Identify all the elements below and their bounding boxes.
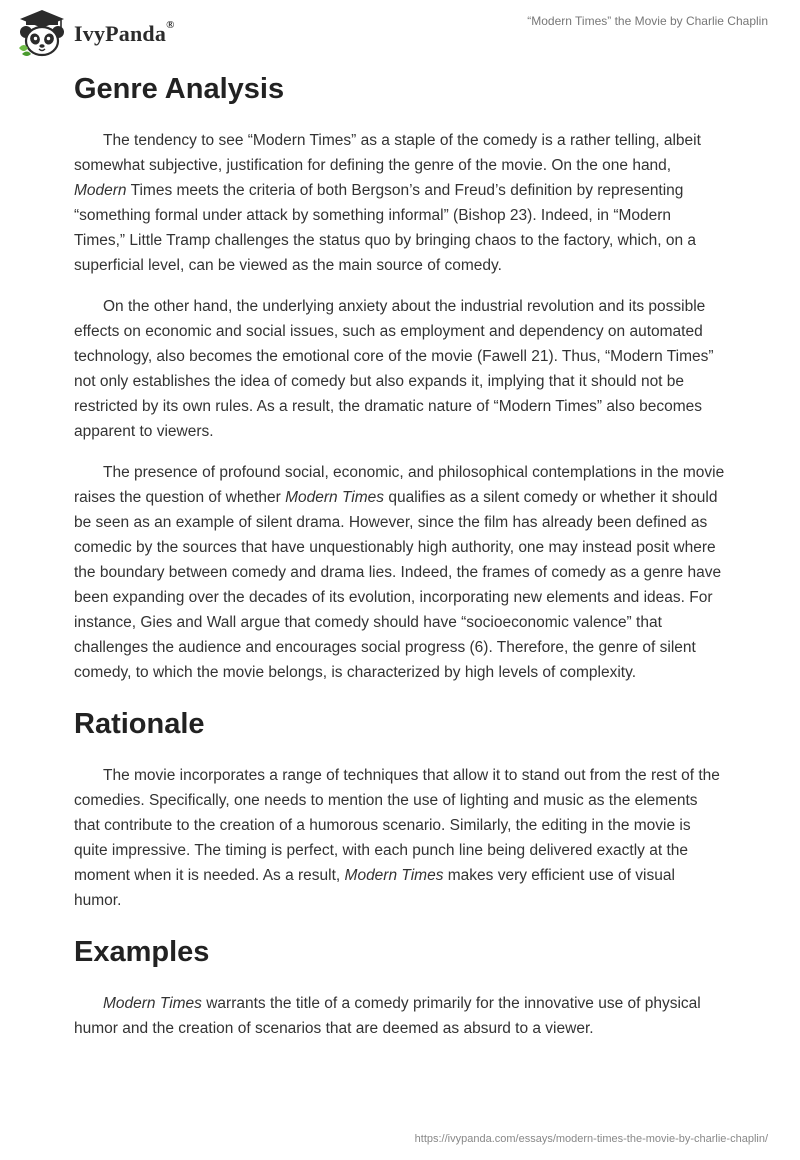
panda-graduation-cap-icon <box>16 8 68 58</box>
essay-body <box>74 70 726 1041</box>
brand-name: IvyPanda® <box>74 19 175 46</box>
page-header <box>0 0 800 60</box>
paragraph-genre-1: The tendency to see “Modern Times” as a staple of the comedy is a rather telling, albeit somewhat subjective, justification for defining the genre of the movie. On the one hand, Modern Times meets the criteria of both Bergson’s and Freud’s definition by representing “something formal under attack by something informal” (Bishop 23). Indeed, in “Modern Times,” Little Tramp challenges the status quo by bringing chaos to the factory, which, on a superficial level, can be viewed as the main source of comedy. <box>74 131 701 274</box>
document-title: “Modern Times” the Movie by Charlie Chaplin <box>527 14 768 28</box>
paragraph-rationale-1: The movie incorporates a range of techniques that allow it to stand out from the rest of the comedies. Specifically, one needs to mention the use of lighting and music as the elements that contribute to the creation of a humorous scenario. Similarly, the editing in the movie is quite impressive. The timing is perfect, with each punch line being delivered exactly at the moment when it is needed. As a result, Modern Times makes very efficient use of visual humor. <box>74 766 720 909</box>
heading-examples: Examples <box>74 935 210 968</box>
heading-rationale: Rationale <box>74 707 205 740</box>
source-url[interactable]: https://ivypanda.com/essays/modern-times-the-movie-by-charlie-chaplin/ <box>414 1133 768 1145</box>
registered-mark: ® <box>166 19 175 31</box>
paragraph-examples-1: Modern Times warrants the title of a comedy primarily for the innovative use of physical humor and the creation of scenarios that are deemed as absurd to a viewer. <box>74 994 701 1037</box>
paragraph-genre-2: On the other hand, the underlying anxiety about the industrial revolution and its possible effects on economic and social issues, such as employment and dependency on automated technology, also becomes the emotional core of the movie (Fawell 21). Thus, “Modern Times” not only establishes the idea of comedy but also expands it, implying that it should not be restricted by its own rules. As a result, the dramatic nature of “Modern Times” also becomes apparent to viewers. <box>74 297 714 440</box>
heading-genre-analysis: Genre Analysis <box>74 73 285 105</box>
brand-logo[interactable] <box>16 8 175 58</box>
paragraph-genre-3: The presence of profound social, economic, and philosophical contemplations in the movie raises the question of whether Modern Times qualifies as a silent comedy or whether it should be seen as an example of silent drama. However, since the film has already been defined as comedic by the sources that have unquestionably high authority, one may instead posit where the boundary between comedy and drama lies. Indeed, the frames of comedy as a genre have been expanding over the decades of its evolution, incorporating new elements and ideas. For instance, Gies and Wall argue that comedy should have “socioeconomic valence” that challenges the audience and encourages social progress (6). Therefore, the genre of silent comedy, to which the movie belongs, is characterized by high levels of complexity. <box>74 463 725 681</box>
